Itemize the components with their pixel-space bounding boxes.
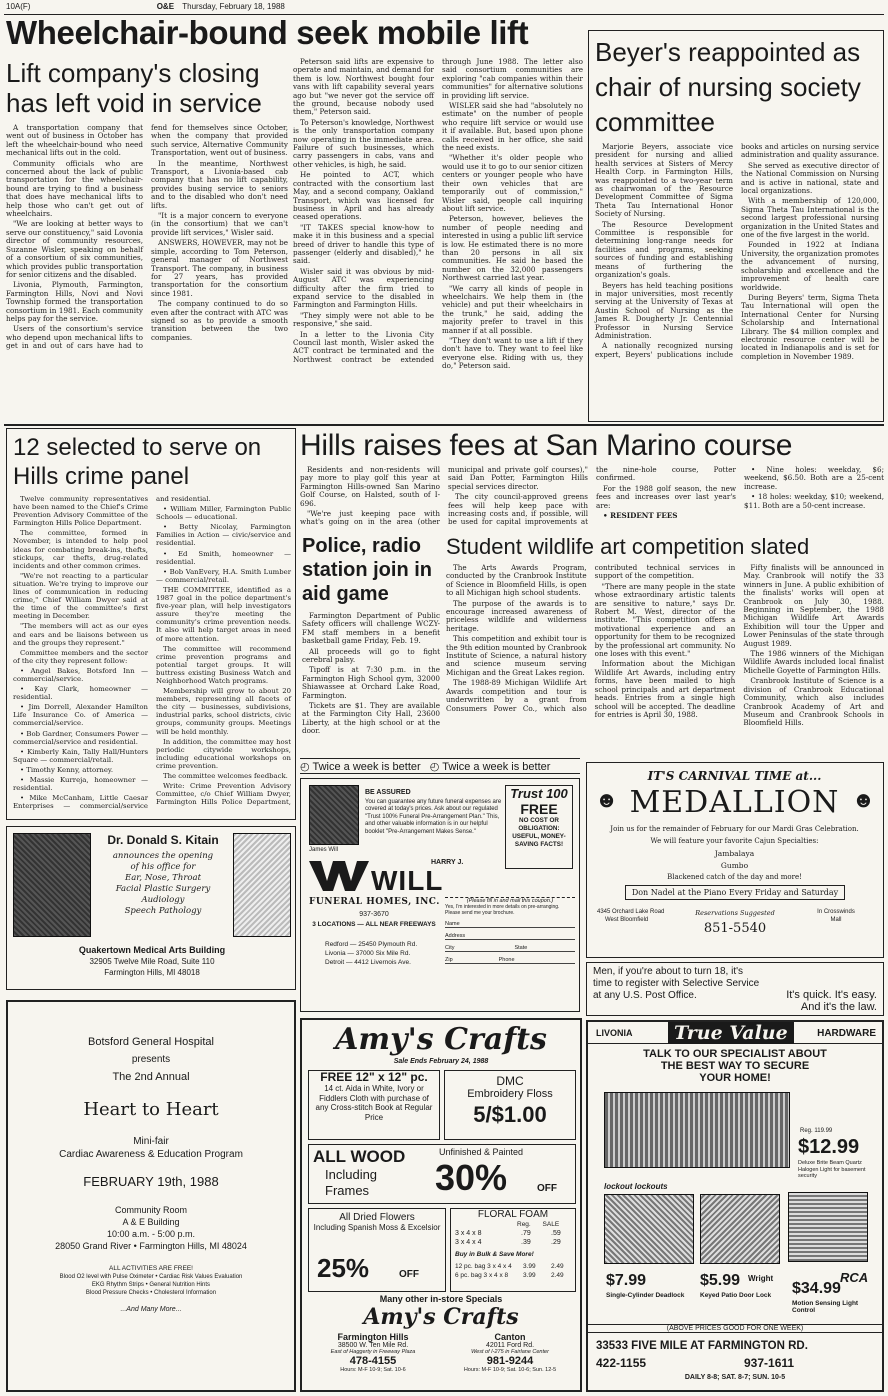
row-sale: .29 [551,1239,561,1246]
truevalue-addr: 33533 FIVE MILE AT FARMINGTON RD. [596,1340,808,1352]
kitain-line: announces the opening [112,851,214,861]
paragraph: Peterson said lifts are expensive to operate and maintain, and demand for them is low. Northwest bought four vans with lift capability several years ago but "we never got the service off the ground, because nobody used them," Peterson said. [293,58,434,117]
amys-free-box [308,1070,440,1140]
kitain-name: Dr. Donald S. Kitain [107,833,219,847]
row-reg: 3.99 [523,1272,536,1279]
truevalue-brand2: Wright [748,1274,774,1283]
medallion-ad [586,762,884,958]
will-homes: FUNERAL HOMES, INC. [309,897,440,907]
amys-wood2: Including [325,1167,378,1182]
selective-line: And it's the law. [800,1001,877,1013]
paragraph: • Nine holes: weekday, $6; weekend, $6.50. Both are a 25-cent increase. [744,466,884,491]
amys-dried-box [308,1208,446,1292]
amys-store2 [442,1332,578,1373]
medallion-item: Blackened catch of the day and more! [667,873,802,881]
paragraph: The 1988-89 Michigan Wildlife Art Awards competition and tour is underwritten by a grant from Consumers Power Co., which also contributed technical services in support of the competition. [446,564,736,713]
beyers-headline: Beyer's reappointed as chair of nursing society committee [595,37,861,137]
kitain-lines [91,851,235,917]
store-phone: 478-4155 [349,1355,397,1367]
medallion-piano: Don Nadel at the Piano Every Friday and Saturday [625,885,845,900]
mask-icon: ☻ [851,787,875,812]
crime-box [6,428,296,820]
paragraph: He pointed to ACT, which contracted with the consortium last May, and a second company, Oakland Transport, which was licensed for business in April and has already ceased operations. [293,170,434,222]
amys-bulk-row [455,1263,573,1270]
paragraph: A nationally recognized nursing expert, Beyers' publications include books and articles on nursing service administration and quality assurance. [595,142,880,359]
truevalue-phone1: 422-1155 [596,1356,647,1370]
paragraph: Beyers has held teaching positions in major universities, most recently serving at the University of Texas at Austin School of Nursing as the James R. Dougherty Jr. Centennial Professor in Nursing Service Administration. [595,280,733,340]
paragraph: Community officials who are concerned about the lack of public transportation for the wheelchair-bound are trying to find a business that does have mechanical lifts to help those who can't get out of wheelchairs. [6,158,143,219]
wheelchair-body [6,124,288,420]
w-logo-icon [309,859,369,893]
botsford-mini: Mini-fair [133,1136,169,1147]
paragraph: In the meantime, Northwest Transport, a Livonia-based cab company that has no lift capability, provides busing service to seniors and to the disabled who don't need lifts. [151,158,288,210]
botsford-hospital: Botsford General Hospital [88,1036,214,1048]
paragraph: Membership will grow to about 20 members, representing all facets of the city — businesses, subdivisions, industrial parks, school districts, civic groups, community groups. Meetings will be held monthly. [156,687,291,736]
will-photo [309,785,359,845]
medallion-in1: In Crosswinds [817,909,855,915]
store-name: Canton [494,1332,526,1342]
will-locations: 3 LOCATIONS — ALL NEAR FREEWAYS [312,921,436,928]
amys-foam: FLORAL FOAM [477,1209,549,1220]
paragraph: • Betty Nicolay, Farmington Families in Action — civic/service and residential. [156,523,291,548]
folio-date: Thursday, February 18, 1988 [182,2,285,11]
kitain-line: of his office for [130,862,196,872]
kitain-line: Speech Pathology [124,906,202,916]
amys-sale-col: SALE [542,1221,560,1228]
truevalue-brand: True Value [668,1022,794,1044]
amys-bulk-row [455,1272,573,1279]
botsford-ad [6,1000,296,1392]
botsford-annual: The 2nd Annual [112,1071,190,1083]
will-coupon-text: Yes, I'm interested in more details on pre-arranging. Please send me your brochure. [445,904,560,916]
field-label: Phone [498,957,515,963]
paragraph: The purpose of the awards is to encourage increased awareness of priceless wildlife and wilderness heritage. [446,598,587,633]
paragraph: • Bob VanEvery, H.A. Smith Lumber — commercial/retail. [156,567,291,584]
medallion-item: Gumbo [720,861,749,870]
amys-foam-head [517,1221,559,1228]
truevalue-reg-main: Reg. 119.99 [800,1128,833,1134]
police-headline: Police, radio station join in aid game [302,535,432,605]
twice-icon: ◴ [300,761,310,773]
kitain-ad [6,826,296,990]
paragraph: The city council-approved greens fees will help keep pace with increasing costs and, if possible, will be used for capital improvements at the nine-hole course, Potter confirmed. [448,466,736,527]
paragraph: • Massie Kurreja, homeowner — residential. [13,776,148,793]
store-phone: 981-9244 [486,1355,534,1367]
twice-text: Twice a week is better [312,761,421,773]
paragraph: During Beyers' term, Sigma Theta Tau International will open the International Center for Nursing Scholarship and International Library. The $4 million complex and electronic resource center will be located in Indianapolis and is set for completion in November 1989. [741,292,879,361]
store-cross: West of I-275 in Fairlane Center [471,1349,549,1355]
paragraph: Farmington Department of Public Safety officers will challenge WCZY-FM staff members in a benefit basketball game Friday, Feb. 19. [302,612,440,646]
amys-dmc-box [444,1070,576,1140]
paragraph: • Jim Dorrell, Alexander Hamilton Life Insurance Co. of America — commercial/service. [13,703,148,728]
twice-banner [300,758,580,774]
botsford-act: Blood O2 level with Pulse Oximeter • Cardiac Risk Values Evaluation [59,1274,243,1280]
paragraph: "We are looking at better ways to serve our constituency," said Lovonia director of community resources, Suzanne Wisler, speaking on behalf of a consortium of six communities, which provides public transportation for senior citizens and the disabled. [6,219,143,279]
field-label: State [514,945,528,951]
truevalue-d1: Single-Cylinder Deadlock [606,1292,685,1299]
paragraph: "Whether it's older people who would use it to go to our senior citizen centers or younger people who have their own vehicles that are temporarily out of commission," Wisler said, people call inquiring about lift service. [442,153,583,213]
kitain-line: Ear, Nose, Throat [125,873,201,883]
will-coupon [445,897,575,1007]
paragraph: • RESIDENT FEES [603,511,678,521]
paragraph: "They simply were not able to be responsive," she said. [293,310,434,329]
wheelchair-subhead [6,58,286,118]
amys-wood3: Frames [325,1183,370,1198]
paragraph: Founded in 1922 at Indiana University, the organization promotes the advancement of nursing, scholarship and excellence and the improvement of health care worldwide. [741,240,879,292]
folio-page: 10A(F) [6,2,31,11]
motion-sensor-icon [788,1192,868,1262]
will-coupon-address[interactable] [445,933,575,940]
wildlife-body [446,564,884,756]
truevalue-price-main: $12.99 [798,1136,860,1158]
paragraph: In a letter to the Livonia City Council last month, Wisler asked the ACT contract be terminated and the Northwest contract be extended through June 1988. The letter also said consortium communities are exploring "cab companies within their communities" for alternative solutions in providing lift service. [293,58,583,364]
wildlife-headline: Student wildlife art competition slated [446,534,810,559]
golf-headline: Hills raises fees at San Marino course [300,429,793,462]
paragraph: • Angel Bakes, Botsford Inn — commercial/service. [13,666,148,683]
paragraph: • William Miller, Farmington Public Schools — educational. [156,505,291,522]
wheelchair-body-cont [293,58,583,420]
golf-body [300,466,884,528]
paragraph: Peterson, however, believes the number of people needing and interested in using a public lift service is low. He estimated there is no more than 20 persons in all six communities. He said he based the number on the 32,000 passengers Northwest carried last year. [442,214,583,283]
police-body [302,612,440,756]
paragraph: "There are many people in the state whose extraordinary artistic talents are sensitive to nature," says Dr. Robert M. West, director of the institute. "This competition offers a motivational experience and an opportunity for them to be recognized by the professional art community. No one loses with this event." [594,581,736,659]
truevalue-hours: DAILY 8-8; SAT. 8-7; SUN. 10-5 [684,1374,786,1381]
truevalue-d2: Keyed Patio Door Lock [700,1292,772,1299]
truevalue-talk3: YOUR HOME! [699,1072,771,1084]
paragraph: "The members will act as our eyes and ears and be liaisons between us and the groups they represent." [13,622,148,647]
botsford-program: Cardiac Awareness & Education Program [59,1149,243,1160]
amys-foam-row [455,1239,573,1246]
botsford-date: FEBRUARY 19th, 1988 [83,1174,219,1189]
medallion-phone: 851-5540 [703,921,767,936]
will-assured-title: BE ASSURED [365,789,411,796]
paragraph: She served as executive director of the National Commission on Nursing and is active in national, state and local organizations. [741,160,879,196]
selective-line: It's quick. It's easy. [786,989,877,1001]
will-coupon-title: (Please fill in and mail this coupon.) [466,898,554,904]
truevalue-hardware: HARDWARE [817,1028,876,1039]
paragraph: Cranbrook Institute of Science is a division of Cranbrook Educational Community, which also includes Cranbrook Academy of Art and Museum and Cranbrook Schools in Bloomfield Hills. [743,676,884,728]
paragraph: ANSWERS, HOWEVER, may not be simple, according to Tom Peterson, general manager of Northwest Transport. The company, in business for 27 years, has provided transportation for the consortium since 1981. [151,238,288,298]
medallion-item: Jambalaya [714,849,755,858]
medallion-in2: Mall [830,917,842,923]
paragraph: To Peterson's knowledge, Northwest is the only transportation company now operating in the immediate area. Failure of such businesses, which carry passengers in cabs, vans and other vehicles, is high, he said. [293,117,434,169]
paragraph: "We're not reacting to a particular situation. We're trying to improve our lines of communication in reducing crime," Chief William Dwyer said at the time of the committee's first meeting in December. [13,571,148,621]
twice-text: Twice a week is better [442,761,551,773]
row-reg: .79 [521,1230,531,1237]
will-loc2: Livonia — 37000 Six Mile Rd. [325,950,411,957]
truevalue-p2: $5.99 [700,1272,741,1289]
paragraph: "They don't want to use a lift if they don't have to. They want to feel like everyone else. Riding with us, they do," Peterson said. [442,336,583,371]
amys-free-text: 14 ct. Aida in White, Ivory or Fiddlers Cloth with purchase of any Cross-stitch Book at Regular Price [315,1084,433,1122]
paragraph: The committee welcomes feedback. [163,772,288,780]
amys-foam-row [455,1230,573,1237]
truevalue-desc-main: Deluxe Brite Beam Quartz Halogen Light for basement security [798,1160,866,1179]
paragraph: Residents and non-residents will pay more to play golf this year at Farmington Hills-owned San Marino Golf Course, on Halsted, south of I-696. [300,466,440,508]
paragraph: • Mike McCanham, Little Caesar Enterprises — commercial/service and residential. [13,495,211,811]
deadlock-icon [604,1194,694,1264]
botsford-presents: presents [131,1054,171,1065]
paragraph: This competition and exhibit tour is the 9th edition mounted by Cranbrook Institute of Science, a natural history and science museum serving Michigan and the Great Lakes region. [446,634,587,677]
paragraph: Livonia, Plymouth, Farmington, Farmington Hills, Novi and Novi Township formed the transportation consortium in 1981. Each community helps pay for the service. [6,280,143,323]
truevalue-lockouts: lockout lockouts [604,1182,668,1191]
botsford-free: ALL ACTIVITIES ARE FREE! [109,1265,193,1272]
paragraph: Users of the consortium's service who depend upon mechanical lifts to get in and out of cars have had to fend for themselves since October, when the company that provided such service, Alternative Community Transportation, went out of business. [6,124,288,351]
paragraph: "IT TAKES special know-how to make it in this business and a special breed of driver to handle this type of passenger (elderly and disabled)," he said. [293,222,434,266]
paragraph: "We carry all kinds of people in wheelchairs. We help them in (the vehicle) and put their wheelchairs in the trunk," he said, adding the majority prefer to travel in this manner if at all possible. [442,283,583,335]
will-coupon-name[interactable] [445,921,575,928]
will-phone: 937-3670 [359,911,389,918]
field-label: Name [445,921,460,927]
paragraph: The 1986 winners of the Michigan Wildlife Awards included local finalist Michelle Goyette of Farmington Hills. [743,649,884,675]
field-label: Address [445,933,466,939]
paragraph: • 18 holes: weekday, $10; weekend, $11. Both are a 50-cent increase. [744,492,884,510]
amys-logo: Amy's Crafts [335,1022,547,1057]
will-w-logo [309,859,369,893]
amys-logo2: Amy's Crafts [363,1304,519,1330]
selective-line: Men, if you're about to turn 18, it's [593,966,744,977]
amys-reg: Reg. [517,1221,531,1228]
medallion-feature: We will feature your favorite Cajun Specialties: [650,837,819,845]
kitain-building: Quakertown Medical Arts Building [78,945,226,955]
wheelchair-subhead-text: Lift company's closing has left void in service [6,58,262,118]
beyers-box [588,30,884,422]
amys-store1 [306,1332,440,1373]
will-loc3: Detroit — 4412 Livernois Ave. [325,959,411,966]
paragraph: Committee members and the sector of the city they represent follow: [13,648,148,665]
paragraph: "We're just keeping pace with what's going on in the area (other municipal and private golf courses)," said Dan Potter, Farmington Hills special services director. [300,466,588,527]
amys-dmc2: Embroidery Floss [467,1088,553,1100]
crime-headline: 12 selected to serve on Hills crime panel [13,434,262,490]
medallion-addr1: 4345 Orchard Lake Road [597,909,665,915]
paragraph: Write: Crime Prevention Advisory Committee, c/o Chief William Dwyer, Farmington Hills Police Department, [156,782,291,807]
amys-wood1: ALL WOOD [313,1147,406,1166]
paragraph: WISLER said she had "absolutely no estimate" on the number of people who require lift service or would use it if available. But, based upon phone calls received in her office, she said the need exists. [442,101,583,153]
botsford-time: 10:00 a.m. - 5:00 p.m. [106,1229,196,1239]
botsford-room: Community Room [114,1205,188,1215]
botsford-building: A & E Building [122,1217,180,1227]
amys-bulk: Buy in Bulk & Save More! [455,1251,534,1258]
truevalue-talk1: TALK TO OUR SPECIALIST ABOUT [643,1048,827,1060]
paragraph: A transportation company that went out of business in October has left the wheelchair-bound who need mechanical lifts out in the cold. [6,124,143,158]
medallion-join: Join us for the remainder of February for our Mardi Gras Celebration. [610,825,859,833]
truevalue-ad [586,1020,884,1392]
botsford-content [8,1032,294,1313]
amys-sale: Sale Ends February 24, 1988 [393,1058,489,1065]
paragraph: Twelve community representatives have been named to the Chief's Crime Prevention Advisory Committee of the Farmington Hills Police Department. [13,495,148,528]
truevalue-talk2: THE BEST WAY TO SECURE [660,1060,810,1072]
paragraph: • Kay Clark, homeowner — residential. [13,685,148,702]
truevalue-phone2: 937-1611 [744,1356,795,1370]
amys-dried1: All Dried Flowers [339,1212,415,1223]
amys-unfinished: Unfinished & Painted [439,1147,524,1157]
botsford-title: Heart to Heart [83,1099,219,1120]
folio [6,2,606,14]
paragraph: • Bob Gardner, Consumers Power — commercial/service and residential. [13,729,148,746]
store-cross: East of Haggerty in Freeway Plaza [330,1349,416,1355]
medallion-carnival: IT'S CARNIVAL TIME at... [647,769,822,783]
will-free: FREE [520,801,558,817]
row-sale: 2.49 [551,1263,564,1270]
amys-off: OFF [537,1183,557,1194]
will-caption: James Will [309,847,339,853]
paragraph: Tickets are $1. They are available at the Farmington City Hall, 23600 Liberty, at the high school or at the door. [302,701,440,736]
paragraph: The company continued to do so even after the contract with ATC was signed so as to provide a smooth transition between the two companies. [151,299,288,342]
paragraph: Wisler said it was obvious by mid-August ATC was experiencing difficulty after the firm tried to expand service to the disabled in Farmington and Farmington Hills. [293,266,434,310]
amys-off2: OFF [399,1269,419,1280]
mask-icon: ☻ [595,787,619,812]
paragraph: Marjorie Beyers, associate vice president for nursing and allied health services at Sisters of Mercy Health Corp. in Farmington Hills, was reappointed to a two-year term as chairwoman of the Resource Development Committee of Sigma Theta Tau International Honor Society of Nursing. [595,142,733,219]
will-loc1: Redford — 25450 Plymouth Rd. [325,941,418,948]
store-addr: 38500 W. Ten Mile Rd. [337,1342,409,1349]
will-ad [300,778,580,1012]
will-name: WILL [371,865,444,896]
paragraph: The Resource Development Committee is responsible for determining long-range needs for facilities and programs, seeking sources of funding and establishing means of furthering the organization's goals. [595,219,733,280]
paragraph: The committee, formed in November, is intended to help pool ideas for combating break-ins, thefts, stickups, car thefts, drug-related incidents and other common crimes. [13,529,148,570]
medallion-name: MEDALLION [629,785,840,820]
paragraph: Fifty finalists will be announced in May. Cranbrook will notify the 33 winners in June. A public exhibition of the finalists' works will open at Cranbrook on July 30, 1988. Beginning in September, the 1988 Michigan Wildlife Art Awards Exhibition will tour the Upper and Lower Peninsulas of the state through August 1989. [743,564,884,648]
row-reg: 3.99 [523,1263,536,1270]
paragraph: THE COMMITTEE, identified as a 1987 goal in the police department's five-year plan, will help investigators assure they're meeting the community's crime prevention needs. It also will help target areas in need of more attention. [156,585,291,643]
store-hours: Hours: M-F 10-9; Sat. 10-6; Sun. 12-5 [463,1367,557,1373]
amys-foam-box [450,1208,576,1292]
will-no-cost: NO COST OR OBLIGATION: USEFUL, MONEY-SAVING FACTS! [512,817,566,848]
row-sale: 2.49 [551,1272,564,1279]
folio-paper: O&E [156,2,175,11]
row-size: 3 x 4 x 4 [455,1239,482,1246]
field-label: Zip [445,957,453,963]
will-coupon-city[interactable] [445,945,575,952]
truevalue-p3: $34.99 [792,1280,841,1297]
truevalue-prices: (ABOVE PRICES GOOD FOR ONE WEEK) [588,1324,882,1333]
store-addr: 42011 Ford Rd. [485,1342,535,1349]
botsford-act: EKG Rhythm Strips • General Nutrition Hints [91,1282,211,1288]
botsford-more: ...And Many More... [120,1306,182,1313]
amys-pct: 30% [435,1157,508,1198]
store-hours: Hours: M-F 10-9; Sat. 10-6 [340,1367,406,1373]
paragraph: In addition, the committee may host periodic citywide workshops, including educational workshops on crime prevention. [156,737,291,770]
truevalue-livonia: LIVONIA [596,1028,633,1038]
selective-line: at any U.S. Post Office. [593,990,697,1001]
paragraph: • Kimberly Kain, Tally Hall/Hunters Square — commercial/retail. [13,747,148,764]
paragraph: All proceeds will go to fight cerebral palsy. [302,646,440,665]
amys-wood-box [308,1144,576,1204]
beyers-body [595,143,879,419]
botsford-act: Blood Pressure Checks • Cholesterol Information [85,1290,217,1296]
paragraph: The committee will recommend crime prevention programs and potential target groups. It will buttress existing Business Watch and Neighborhood Watch programs. [156,644,291,685]
wheelchair-headline: Wheelchair-bound seek mobile lift [6,16,529,49]
truevalue-p1: $7.99 [606,1272,647,1289]
row-sale: .59 [551,1230,561,1237]
kitain-photo [13,833,91,937]
amys-free-title: FREE 12" x 12" pc. [320,1070,428,1084]
amys-dmc-price: 5/$1.00 [473,1102,547,1127]
selective-line: time to register with Selective Service [593,978,760,989]
section-rule [4,424,884,426]
will-assured-text: You can guarantee any future funeral expenses are covered at today's prices. Ask about our regulated "Trust 100% Funeral Pre-Arrangement Plan." This, and other valuable information is in our helpful booklet "Pre-Arrangement Makes Sense." [365,799,502,835]
kitain-addr: 32905 Twelve Mile Road, Suite 110 [89,957,215,966]
paragraph: "It is a major concern to everyone (in the consortium) that we can't provide lift services," Wisler said. [151,211,288,237]
truevalue-header [588,1022,882,1044]
paragraph: Information about the Michigan Wildlife Art Awards, including entry forms, have been mailed to high school principals and art department heads. Entries from a single high school will be accepted. The deadline for entries is April 30, 1988. [594,659,736,719]
amys-pct2: 25% [317,1253,370,1283]
field-label: City [445,945,455,951]
paragraph: The Arts Awards Program, conducted by the Cranbrook Institute of Science in Bloomfield Hills, is open to all Michigan high school students. [446,564,587,598]
patio-lock-icon [700,1194,780,1264]
botsford-addr: 28050 Grand River • Farmington Hills, MI 48024 [55,1241,247,1251]
paragraph: Tipoff is at 7:30 p.m. in the Farmington High School gym, 32000 Shiawassee at Orchard Lake Road, Farmington. [302,665,440,700]
crime-body [13,495,291,817]
amys-dmc: DMC [496,1074,524,1088]
amys-many: Many other in-store Specials [379,1294,503,1304]
ear-diagram-icon [233,833,291,937]
row-size: 6 pc. bag 3 x 4 x 8 [455,1272,509,1279]
kitain-line: Audiology [141,895,185,905]
will-harry: HARRY J. [431,859,464,866]
paragraph: For the 1988 golf season, the new fees and increases over last year's are: [596,483,736,510]
twice-icon: ◴ [429,761,440,773]
row-size: 12 pc. bag 3 x 4 x 4 [455,1263,512,1270]
will-trust-box [505,785,573,869]
will-trust: Trust 100 [510,786,568,801]
will-coupon-zip[interactable] [445,957,575,964]
selective-ad [586,962,884,1016]
medallion-addr2: West Bloomfield [605,917,649,923]
truevalue-rca: RCA [840,1270,869,1285]
folio-rule [4,14,884,15]
amys-dried2: Including Spanish Moss & Excelsior [313,1223,441,1232]
amys-ad [300,1018,582,1392]
medallion-res: Reservations Suggested [695,909,775,917]
truevalue-d3: Motion Sensing Light Control [792,1300,859,1314]
kitain-line: Facial Plastic Surgery [115,884,211,894]
kitain-city: Farmington Hills, MI 48018 [104,968,200,977]
store-name: Farmington Hills [337,1332,409,1342]
paragraph: • Timothy Kenny, attorney. [20,765,114,774]
paragraph: • Ed Smith, homeowner — residential. [156,549,291,566]
halogen-light-icon [604,1092,790,1168]
row-reg: .39 [521,1239,531,1246]
paragraph: With a membership of 120,000, Sigma Theta Tau International is the second largest professional nursing organization in the United States and one of the five largest in the world. [741,196,879,240]
row-size: 3 x 4 x 8 [455,1230,482,1237]
